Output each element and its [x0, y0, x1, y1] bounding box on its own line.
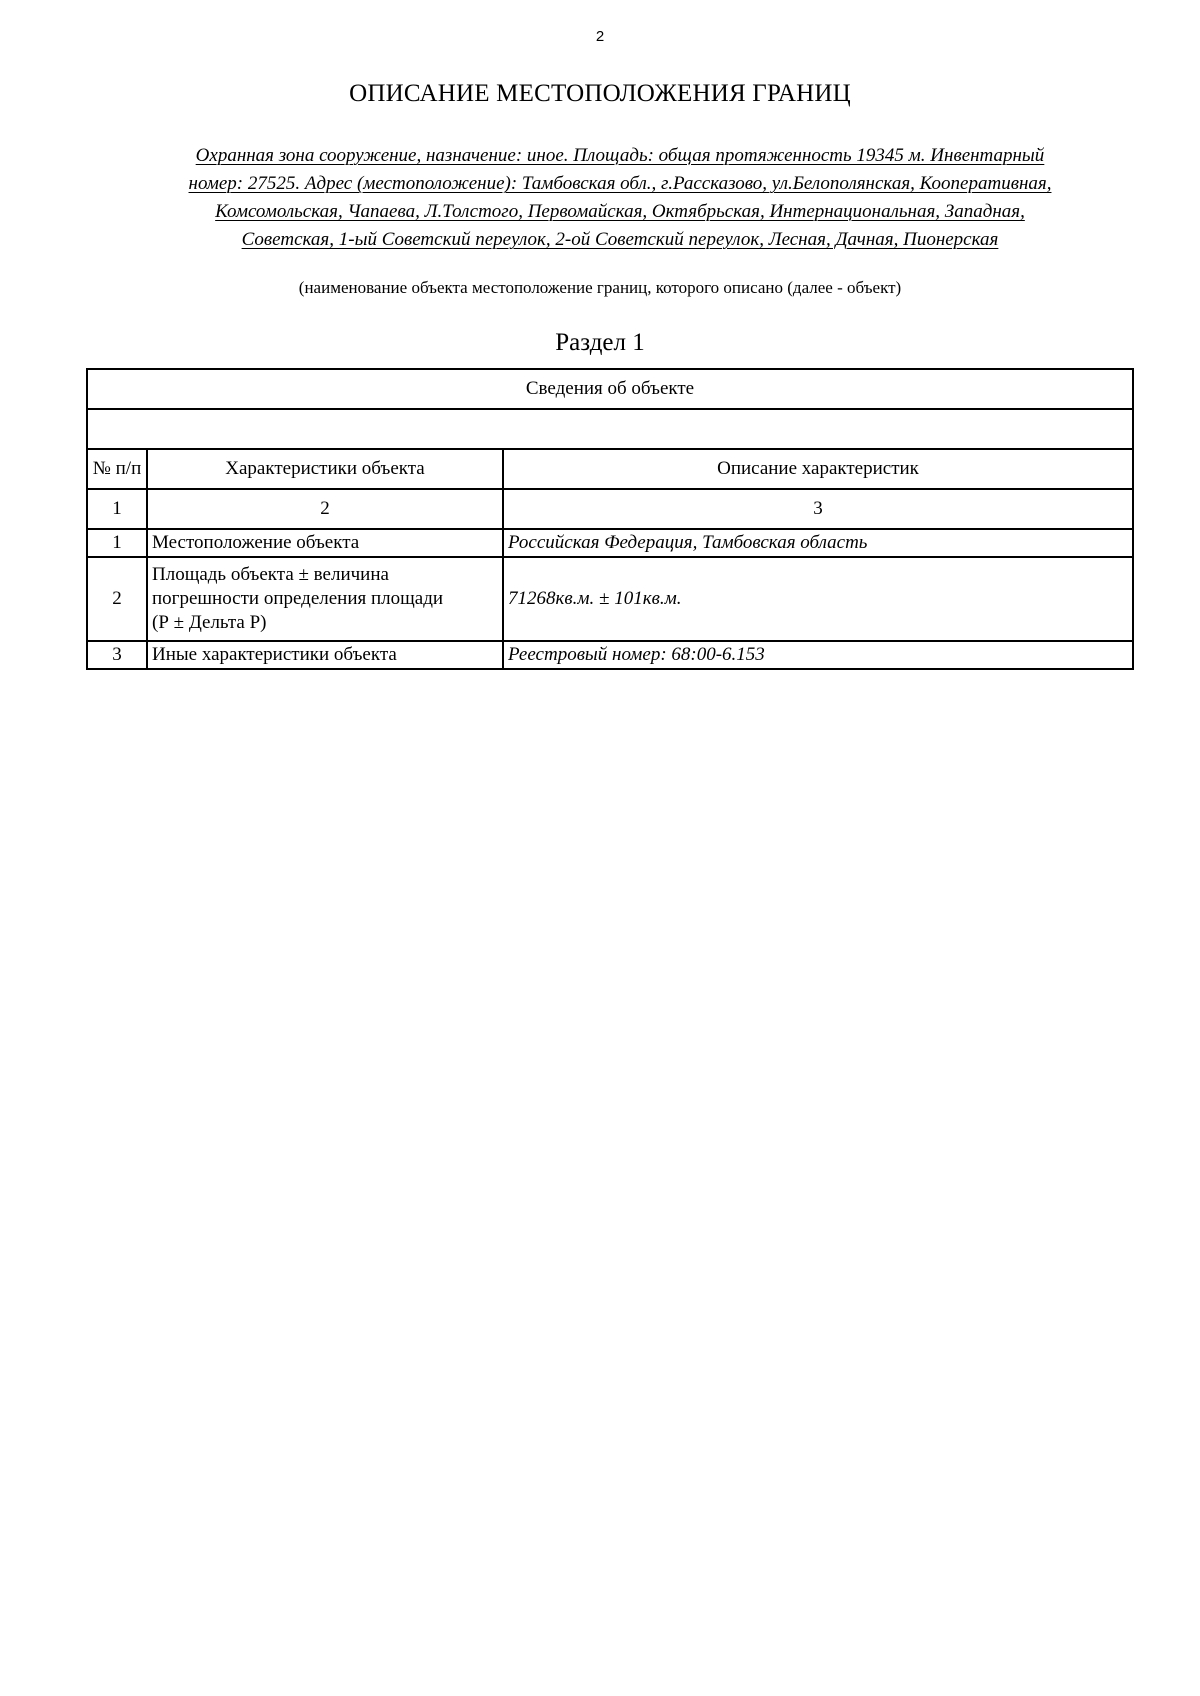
column-header-description: Описание характеристик: [503, 449, 1133, 489]
row-characteristic: Местоположение объекта: [147, 529, 503, 557]
row-characteristic-line: (Р ± Дельта Р): [152, 612, 267, 633]
column-index: 1: [87, 489, 147, 529]
column-index: 3: [503, 489, 1133, 529]
object-name-line: Комсомольская, Чапаева, Л.Толстого, Первомайская, Октябрьская, Интернациональная, Западная,: [215, 201, 1025, 222]
object-info-table: [86, 368, 1134, 670]
table-empty-cell: [87, 409, 1133, 449]
row-num: 1: [87, 529, 147, 557]
column-header-characteristic: Характеристики объекта: [147, 449, 503, 489]
table-header: Сведения об объекте: [87, 369, 1133, 409]
row-description: Российская Федерация, Тамбовская область: [503, 529, 1133, 557]
object-name-line: Советская, 1-ый Советский переулок, 2-ой Советский переулок, Лесная, Дачная, Пионерская: [241, 229, 999, 250]
table-column-headers: [87, 449, 1133, 489]
object-caption: (наименование объекта местоположение границ, которого описано (далее - объект): [298, 278, 902, 297]
row-description: Реестровый номер: 68:00-6.153: [503, 641, 1133, 669]
row-num: 2: [87, 557, 147, 641]
table-column-index-row: [87, 489, 1133, 529]
row-characteristic: Иные характеристики объекта: [147, 641, 503, 669]
table-row: [87, 529, 1133, 557]
row-num: 3: [87, 641, 147, 669]
row-characteristic: [147, 557, 503, 641]
row-description: 71268кв.м. ± 101кв.м.: [503, 557, 1133, 641]
page-number: 2: [595, 28, 605, 45]
table-header-row: [87, 369, 1133, 409]
object-name: [90, 142, 1150, 254]
object-name-line: номер: 27525. Адрес (местоположение): Тамбовская обл., г.Рассказово, ул.Белополянская, Кооперативная,: [188, 173, 1052, 194]
table-empty-row: [87, 409, 1133, 449]
row-characteristic-line: Площадь объекта ± величина: [152, 564, 389, 585]
object-name-line: Охранная зона сооружение, назначение: иное. Площадь: общая протяженность 19345 м. Инвентарный: [195, 145, 1045, 166]
document-title: ОПИСАНИЕ МЕСТОПОЛОЖЕНИЯ ГРАНИЦ: [349, 80, 851, 107]
row-characteristic-line: погрешности определения площади: [152, 588, 444, 609]
column-index: 2: [147, 489, 503, 529]
column-header-num: № п/п: [87, 449, 147, 489]
table-row: [87, 641, 1133, 669]
section-title: Раздел 1: [555, 329, 645, 356]
table-row: [87, 557, 1133, 641]
